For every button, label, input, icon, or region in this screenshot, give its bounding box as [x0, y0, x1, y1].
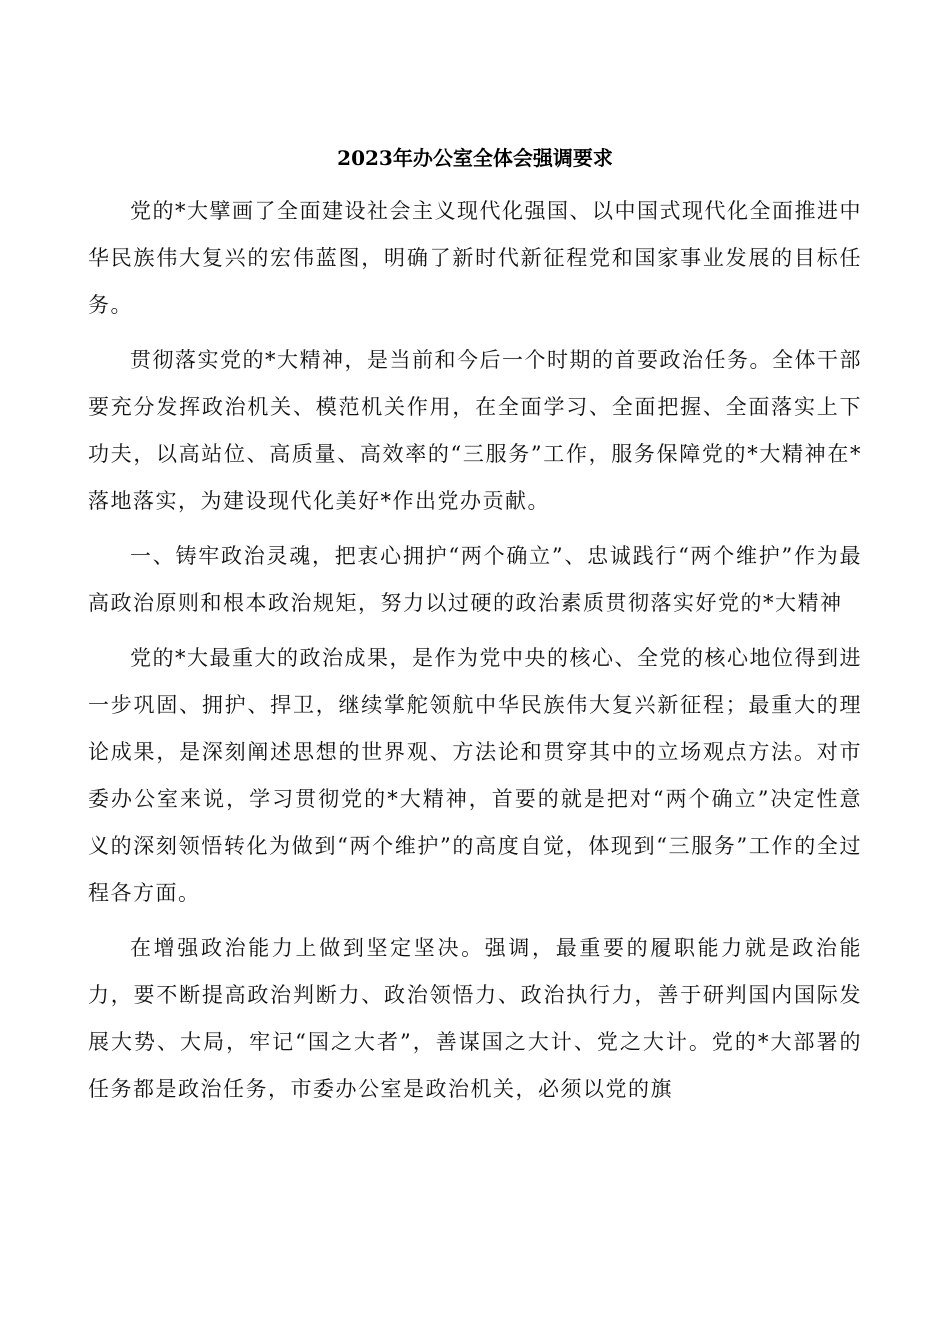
document-title: 2023年办公室全体会强调要求: [337, 146, 613, 170]
section-heading-1: 一、铸牢政治灵魂，把衷心拥护“两个确立”、忠诚践行“两个维护”作为最高政治原则和根本政治规矩，努力以过硬的政治素质贯彻落实好党的*大精神: [88, 544, 862, 615]
paragraph-2: 贯彻落实党的*大精神，是当前和今后一个时期的首要政治任务。全体干部要充分发挥政治机关、模范机关作用，在全面学习、全面把握、全面落实上下功夫，以高站位、高质量、高效率的“三服务”工作，服务保障党的*大精神在*落地落实，为建设现代化美好*作出党办贡献。: [88, 348, 862, 513]
paragraph-1: 党的*大擘画了全面建设社会主义现代化强国、以中国式现代化全面推进中华民族伟大复兴的宏伟蓝图，明确了新时代新征程党和国家事业发展的目标任务。: [88, 199, 862, 317]
paragraph-3: 党的*大最重大的政治成果，是作为党中央的核心、全党的核心地位得到进一步巩固、拥护、捍卫，继续掌舵领航中华民族伟大复兴新征程；最重大的理论成果，是深刻阐述思想的世界观、方法论和贯穿其中的立场观点方法。对市委办公室来说，学习贯彻党的*大精神，首要的就是把对“两个确立”决定性意义的深刻领悟转化为做到“两个维护”的高度自觉，体现到“三服务”工作的全过程各方面。: [88, 646, 862, 905]
document-body: [88, 138, 862, 1121]
paragraph-4: 在增强政治能力上做到坚定坚决。强调，最重要的履职能力就是政治能力，要不断提高政治判断力、政治领悟力、政治执行力，善于研判国内国际发展大势、大局，牢记“国之大者”，善谋国之大计、党之大计。党的*大部署的任务都是政治任务，市委办公室是政治机关，必须以党的旗: [88, 936, 862, 1101]
